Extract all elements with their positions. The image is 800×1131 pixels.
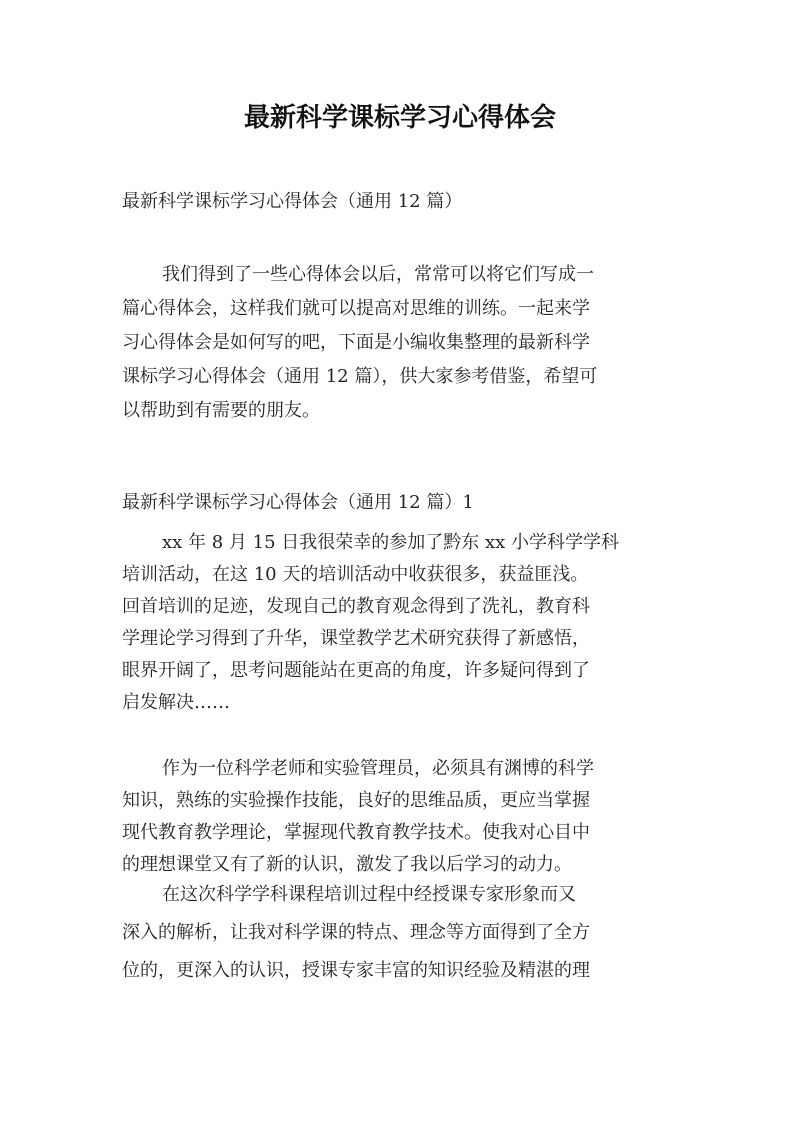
intro-line: 习心得体会是如何写的吧，下面是小编收集整理的最新科学	[122, 332, 590, 353]
intro-line: 课标学习心得体会（通用 12 篇），供大家参考借鉴，希望可	[122, 366, 598, 387]
paragraph-line: 培训活动，在这 10 天的培训活动中收获很多，获益匪浅。	[122, 564, 589, 585]
paragraph-line: 深入的解析，让我对科学课的特点、理念等方面得到了全方	[122, 922, 590, 943]
body-paragraph-2	[122, 753, 682, 881]
paragraph-line: 现代教育教学理论，掌握现代教育教学技术。使我对心目中	[122, 822, 590, 843]
intro-line: 以帮助到有需要的朋友。	[122, 400, 320, 421]
paragraph-line: 眼界开阔了，思考问题能站在更高的角度，许多疑问得到了	[122, 660, 590, 681]
intro-line: 篇心得体会，这样我们就可以提高对思维的训练。一起来学	[122, 298, 590, 319]
body-paragraph-3	[122, 876, 682, 990]
paragraph-line: xx 年 8 月 15 日我很荣幸的参加了黔东 xx 小学科学学科	[162, 532, 620, 553]
paragraph-line: 回首培训的足迹，发现自己的教育观念得到了洗礼，教育科	[122, 596, 590, 617]
paragraph-line: 学理论学习得到了升华，课堂教学艺术研究获得了新感悟，	[122, 628, 590, 649]
paragraph-line: 在这次科学学科课程培训过程中经授课专家形象而又	[162, 884, 576, 905]
document-title: 最新科学课标学习心得体会	[243, 103, 556, 133]
paragraph-line: 位的，更深入的认识，授课专家丰富的知识经验及精湛的理	[122, 960, 590, 981]
body-paragraph-1	[122, 527, 682, 719]
intro-line: 我们得到了一些心得体会以后，常常可以将它们写成一	[162, 264, 594, 285]
section-heading: 最新科学课标学习心得体会（通用 12 篇）1	[122, 492, 474, 513]
paragraph-line: 知识，熟练的实验操作技能，良好的思维品质，更应当掌握	[122, 790, 590, 811]
paragraph-line: 启发解决……	[122, 692, 230, 713]
intro-paragraph	[122, 258, 682, 428]
paragraph-line: 作为一位科学老师和实验管理员，必须具有渊博的科学	[162, 758, 594, 779]
document-subtitle: 最新科学课标学习心得体会（通用 12 篇）	[122, 191, 463, 212]
paragraph-line: 的理想课堂又有了新的认识，激发了我以后学习的动力。	[122, 854, 572, 875]
